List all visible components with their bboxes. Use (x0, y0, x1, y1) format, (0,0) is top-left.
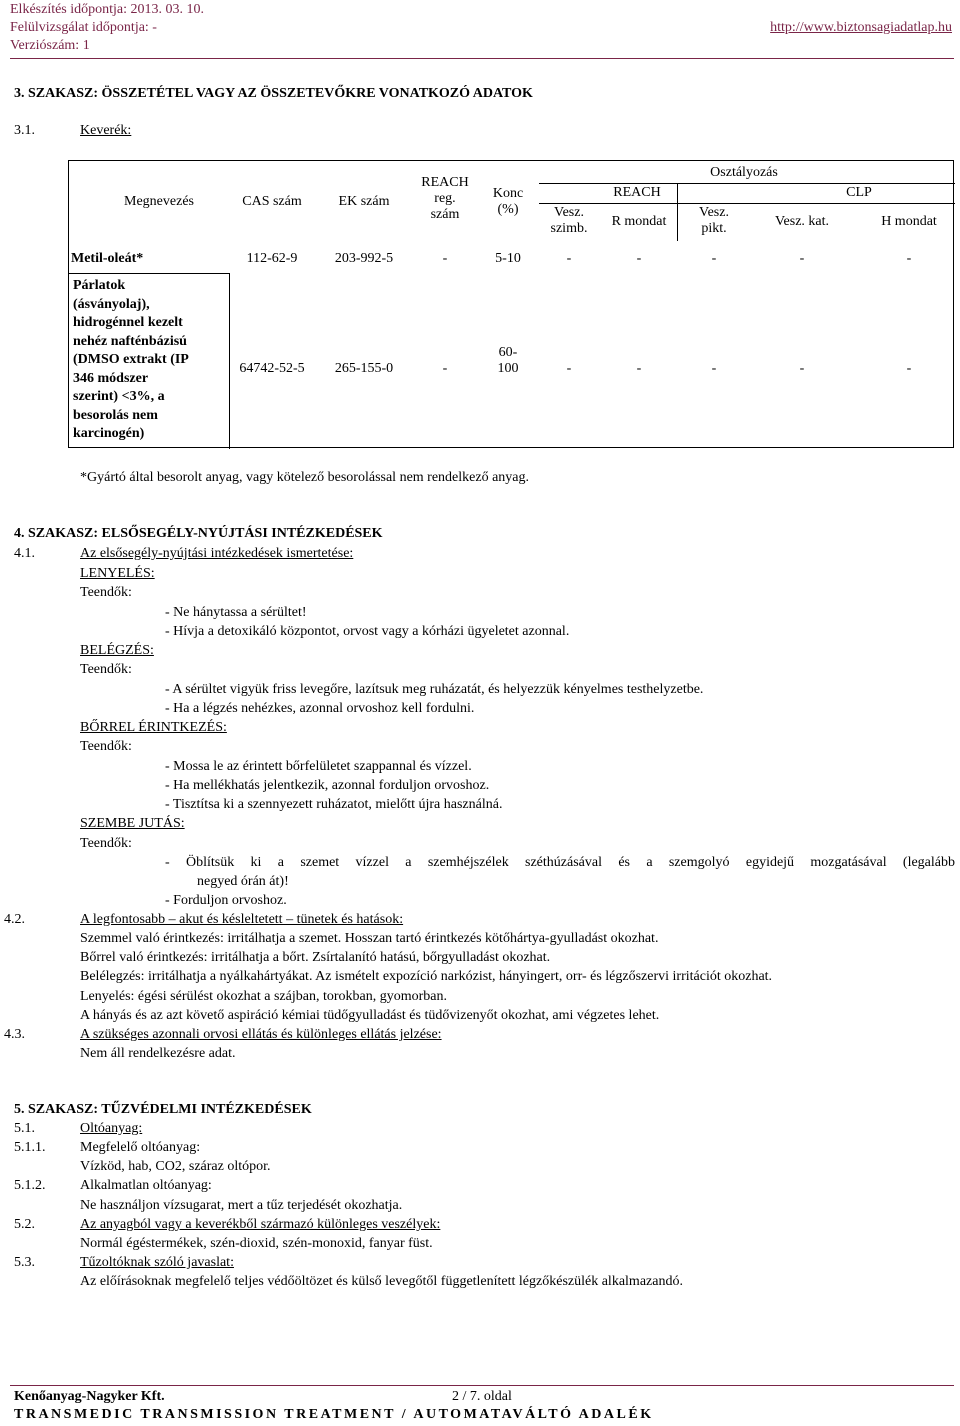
header-vesz-kat: Vesz. kat. (774, 214, 830, 229)
actions-label: Teendők: (80, 662, 132, 677)
table-grid-line (539, 203, 955, 204)
section5-1-1-title: Megfelelő oltóanyag: (80, 1140, 201, 1155)
row2-name: Párlatok (ásványolaj), hidrogénnel kezelt nehéz nafténbázisú (DMSO extrakt (IP 346 módszer szerint) <3%, a besorolás nem karcinogén) (73, 278, 189, 441)
header-cas: CAS szám (242, 194, 302, 209)
header-h-mondat: H mondat (881, 214, 937, 229)
row1-cell: - (711, 251, 717, 266)
header-r-mondat: R mondat (611, 214, 667, 229)
website-link[interactable]: http://www.biztonsagiadatlap.hu (770, 20, 952, 35)
symptom-line: Belélegzés: irritálhatja a nyálkahártyákat. Az ismételt expozíció narkózist, hányingert, orr- és légzőszervi irritációt okozhat. (80, 969, 773, 984)
header-konc: Konc (%) (492, 186, 524, 217)
section5-title: 5. SZAKASZ: TŰZVÉDELMI INTÉZKEDÉSEK (14, 1102, 312, 1117)
row2-konc: 60- 100 (497, 345, 519, 376)
table-grid-line (677, 183, 678, 241)
section4-3-title: A szükséges azonnali orvosi ellátás és különleges ellátás jelzése: (80, 1027, 442, 1042)
header-divider (10, 58, 954, 59)
skin-contact-item: - Ha mellékhatás jelentkezik, azonnal forduljon orvoshoz. (165, 778, 490, 793)
ingestion-item: - Ne hánytassa a sérültet! (165, 605, 307, 620)
created-date: Elkészítés időpontja: 2013. 03. 10. (10, 2, 205, 17)
table-grid-line (229, 273, 230, 449)
company-name: Kenőanyag-Nagyker Kft. (14, 1389, 165, 1404)
section3-1-title: Keverék: (80, 123, 132, 138)
inhalation-item: - Ha a légzés nehézkes, azonnal orvoshoz kell fordulni. (165, 701, 475, 716)
row1-reach-reg: - (442, 251, 448, 266)
section5-1-number: 5.1. (14, 1121, 35, 1136)
table-footnote: *Gyártó által besorolt anyag, vagy kötelező besorolással nem rendelkező anyag. (80, 470, 530, 485)
section4-3-text: Nem áll rendelkezésre adat. (80, 1046, 236, 1061)
eye-contact-item: - Forduljon orvoshoz. (165, 893, 287, 908)
inhalation-item: - A sérültet vigyük friss levegőre, lazítsuk meg ruházatát, és helyezzük kényelmes testhelyzetbe. (165, 682, 704, 697)
row1-cell: - (799, 251, 805, 266)
actions-label: Teendők: (80, 585, 132, 600)
header-reach-reg: REACH reg. szám (421, 175, 469, 222)
section3-title: 3. SZAKASZ: ÖSSZETÉTEL VAGY AZ ÖSSZETEVŐKRE VONATKOZÓ ADATOK (14, 86, 533, 101)
actions-label: Teendők: (80, 836, 132, 851)
section3-1-number: 3.1. (14, 123, 35, 138)
table-grid-line (539, 183, 955, 184)
version-number: Verziószám: 1 (10, 38, 90, 53)
symptom-line: Szemmel való érintkezés: irritálhatja a szemet. Hosszan tartó érintkezés kötőhártya-gyulladást okozhat. (80, 931, 659, 946)
row1-ek: 203-992-5 (334, 251, 394, 266)
section5-3-text: Az előírásoknak megfelelő teljes védőöltözet és külső levegőtől függetlenített légzőkészülék alkalmazandó. (80, 1274, 683, 1289)
row-divider (69, 273, 229, 274)
product-name: TRANSMEDIC TRANSMISSION TREATMENT / AUTOMATAVÁLTÓ ADALÉK (14, 1407, 654, 1422)
footer-divider (10, 1385, 954, 1386)
row2-cell: - (711, 361, 717, 376)
header-megnevezes: Megnevezés (124, 194, 194, 209)
header-reach: REACH (613, 185, 661, 200)
section5-2-text: Normál égéstermékek, szén-dioxid, szén-monoxid, fanyar füst. (80, 1236, 433, 1251)
row1-konc: 5-10 (495, 251, 521, 266)
row2-cas: 64742-52-5 (239, 361, 305, 376)
ingestion-item: - Hívja a detoxikáló központot, orvost vagy a kórházi ügyeletet azonnal. (165, 624, 570, 639)
page-number: 2 / 7. oldal (452, 1389, 512, 1404)
row1-cell: - (566, 251, 572, 266)
row2-cell: - (636, 361, 642, 376)
section5-1-2-text: Ne használjon vízsugarat, mert a tűz terjedését okozhatja. (80, 1198, 403, 1213)
section5-2-number: 5.2. (14, 1217, 35, 1232)
section4-2-title: A legfontosabb – akut és késleltetett – tünetek és hatások: (80, 912, 404, 927)
section5-1-1-text: Vízköd, hab, CO2, száraz oltópor. (80, 1159, 271, 1174)
skin-contact-heading: BŐRREL ÉRINTKEZÉS: (80, 720, 227, 735)
section4-1-title: Az elsősegély-nyújtási intézkedések ismertetése: (80, 546, 354, 561)
symptom-line: Lenyelés: égési sérülést okozhat a szájban, torokban, gyomorban. (80, 989, 447, 1004)
composition-table (68, 160, 954, 448)
inhalation-heading: BELÉGZÉS: (80, 643, 154, 658)
row1-cas: 112-62-9 (246, 251, 298, 266)
actions-label: Teendők: (80, 739, 132, 754)
row1-name: Metil-oleát* (71, 251, 144, 266)
section5-3-number: 5.3. (14, 1255, 35, 1270)
section5-2-title: Az anyagból vagy a keverékből származó különleges veszélyek: (80, 1217, 441, 1232)
section5-3-title: Tűzoltóknak szóló javaslat: (80, 1255, 234, 1270)
eye-contact-item: - Öblítsük ki a szemet vízzel a szemhéjszélek széthúzásával és a szemgolyó egyidejű mozgatásával (legalább (165, 855, 955, 870)
header-vesz-pikt: Vesz. pikt. (699, 205, 729, 236)
eye-contact-heading: SZEMBE JUTÁS: (80, 816, 185, 831)
section5-1-title: Oltóanyag: (80, 1121, 143, 1136)
section4-3-number: 4.3. (4, 1027, 25, 1042)
section5-1-2-title: Alkalmatlan oltóanyag: (80, 1178, 212, 1193)
row2-ek: 265-155-0 (334, 361, 394, 376)
section4-1-number: 4.1. (14, 546, 35, 561)
row2-cell: - (799, 361, 805, 376)
skin-contact-item: - Tisztítsa ki a szennyezett ruházatot, mielőtt újra használná. (165, 797, 503, 812)
row1-cell: - (636, 251, 642, 266)
reviewed-date: Felülvizsgálat időpontja: - (10, 20, 157, 35)
header-clp: CLP (846, 185, 872, 200)
row2-reach-reg: - (442, 361, 448, 376)
header-osztalyozas: Osztályozás (710, 165, 778, 180)
row2-cell: - (906, 361, 912, 376)
symptom-line: Bőrrel való érintkezés: irritálhatja a bőrt. Zsírtalanító hatású, bőrgyulladást okozhat. (80, 950, 551, 965)
section4-2-number: 4.2. (4, 912, 25, 927)
section5-1-1-number: 5.1.1. (14, 1140, 46, 1155)
skin-contact-item: - Mossa le az érintett bőrfelületet szappannal és vízzel. (165, 759, 472, 774)
row1-cell: - (906, 251, 912, 266)
ingestion-heading: LENYELÉS: (80, 566, 155, 581)
header-ek: EK szám (338, 194, 390, 209)
symptom-line: A hányás és az azt követő aspiráció kémiai tüdőgyulladást és tüdővizenyőt okozhat, ami végzetes lehet. (80, 1008, 660, 1023)
row2-cell: - (566, 361, 572, 376)
section5-1-2-number: 5.1.2. (14, 1178, 46, 1193)
eye-contact-item-cont: negyed órán át)! (197, 874, 289, 889)
header-vesz-szimb: Vesz. szimb. (550, 205, 588, 236)
section4-title: 4. SZAKASZ: ELSŐSEGÉLY-NYÚJTÁSI INTÉZKEDÉSEK (14, 526, 383, 541)
